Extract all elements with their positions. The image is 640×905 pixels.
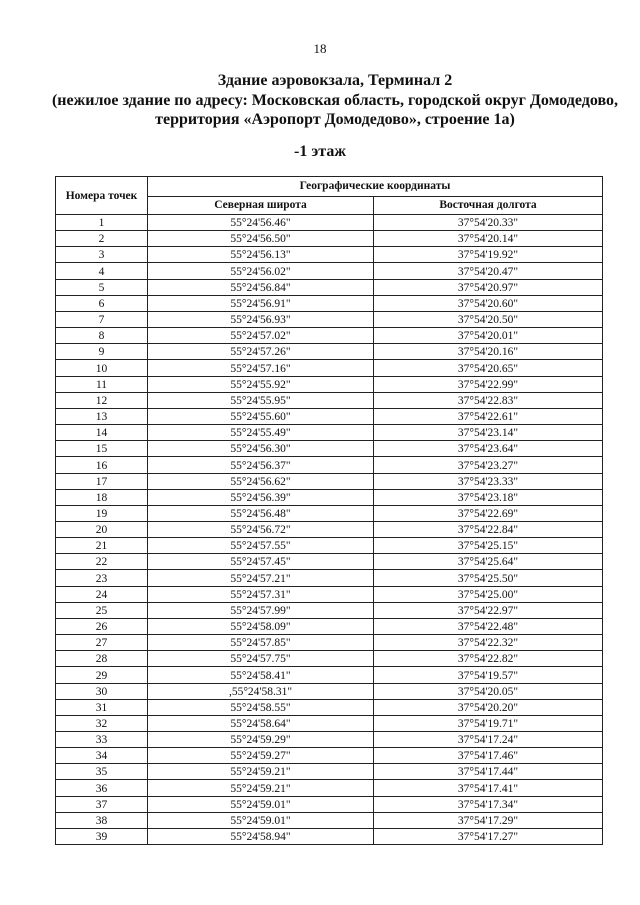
longitude-cell: 37°54'22.32" (374, 635, 603, 651)
point-number-cell: 17 (56, 473, 148, 489)
latitude-cell: 55°24'56.72" (148, 521, 374, 537)
table-row (56, 586, 603, 602)
table-row (56, 812, 603, 828)
point-number-cell: 3 (56, 247, 148, 263)
longitude-cell: 37°54'19.57" (374, 667, 603, 683)
header-geo-coordinates: Географические координаты (148, 177, 603, 197)
latitude-cell: 55°24'55.95" (148, 392, 374, 408)
longitude-cell: 37°54'20.33" (374, 215, 603, 231)
latitude-cell: 55°24'59.21" (148, 764, 374, 780)
latitude-cell: 55°24'58.55" (148, 699, 374, 715)
table-row (56, 699, 603, 715)
table-row (56, 392, 603, 408)
header-point-numbers: Номера точек (56, 177, 148, 215)
longitude-cell: 37°54'22.83" (374, 392, 603, 408)
latitude-cell: 55°24'57.16" (148, 360, 374, 376)
table-row (56, 215, 603, 231)
point-number-cell: 16 (56, 457, 148, 473)
table-row (56, 618, 603, 634)
title-line-2: (нежилое здание по адресу: Московская область, городской округ Домодедово, (51, 91, 619, 109)
longitude-cell: 37°54'17.41" (374, 780, 603, 796)
point-number-cell: 28 (56, 651, 148, 667)
latitude-cell: 55°24'56.39" (148, 489, 374, 505)
table-row (56, 279, 603, 295)
table-row (56, 295, 603, 311)
latitude-cell: 55°24'59.27" (148, 748, 374, 764)
latitude-cell: 55°24'56.48" (148, 505, 374, 521)
point-number-cell: 6 (56, 295, 148, 311)
coordinates-table (55, 176, 603, 845)
latitude-cell: 55°24'56.30" (148, 441, 374, 457)
latitude-cell: 55°24'58.64" (148, 715, 374, 731)
point-number-cell: 21 (56, 538, 148, 554)
point-number-cell: 7 (56, 311, 148, 327)
table-row (56, 408, 603, 424)
point-number-cell: 34 (56, 748, 148, 764)
latitude-cell: 55°24'57.55" (148, 538, 374, 554)
longitude-cell: 37°54'23.18" (374, 489, 603, 505)
document-title (30, 71, 640, 130)
longitude-cell: 37°54'22.69" (374, 505, 603, 521)
table-row (56, 521, 603, 537)
point-number-cell: 9 (56, 344, 148, 360)
latitude-cell: 55°24'57.99" (148, 602, 374, 618)
longitude-cell: 37°54'22.84" (374, 521, 603, 537)
latitude-cell: 55°24'55.49" (148, 425, 374, 441)
latitude-cell: 55°24'56.93" (148, 311, 374, 327)
table-row (56, 732, 603, 748)
point-number-cell: 12 (56, 392, 148, 408)
table-row (56, 554, 603, 570)
longitude-cell: 37°54'23.33" (374, 473, 603, 489)
longitude-cell: 37°54'23.14" (374, 425, 603, 441)
longitude-cell: 37°54'17.24" (374, 732, 603, 748)
longitude-cell: 37°54'22.82" (374, 651, 603, 667)
longitude-cell: 37°54'25.64" (374, 554, 603, 570)
point-number-cell: 26 (56, 618, 148, 634)
point-number-cell: 29 (56, 667, 148, 683)
table-row (56, 311, 603, 327)
table-row (56, 376, 603, 392)
longitude-cell: 37°54'20.16" (374, 344, 603, 360)
latitude-cell: 55°24'57.26" (148, 344, 374, 360)
point-number-cell: 27 (56, 635, 148, 651)
longitude-cell: 37°54'20.20" (374, 699, 603, 715)
point-number-cell: 37 (56, 796, 148, 812)
point-number-cell: 13 (56, 408, 148, 424)
latitude-cell: 55°24'56.50" (148, 231, 374, 247)
longitude-cell: 37°54'17.44" (374, 764, 603, 780)
point-number-cell: 25 (56, 602, 148, 618)
latitude-cell: ,55°24'58.31" (148, 683, 374, 699)
table-row (56, 780, 603, 796)
floor-heading: -1 этаж (294, 143, 346, 160)
latitude-cell: 55°24'57.75" (148, 651, 374, 667)
longitude-cell: 37°54'17.46" (374, 748, 603, 764)
coordinates-table-body (56, 215, 603, 845)
latitude-cell: 55°24'56.84" (148, 279, 374, 295)
point-number-cell: 23 (56, 570, 148, 586)
longitude-cell: 37°54'20.14" (374, 231, 603, 247)
longitude-cell: 37°54'20.01" (374, 328, 603, 344)
latitude-cell: 55°24'58.41" (148, 667, 374, 683)
table-row (56, 457, 603, 473)
point-number-cell: 2 (56, 231, 148, 247)
latitude-cell: 55°24'57.02" (148, 328, 374, 344)
longitude-cell: 37°54'20.50" (374, 311, 603, 327)
point-number-cell: 19 (56, 505, 148, 521)
title-line-3: территория «Аэропорт Домодедово», строение 1а) (155, 111, 515, 128)
longitude-cell: 37°54'19.92" (374, 247, 603, 263)
table-row (56, 441, 603, 457)
longitude-cell: 37°54'22.48" (374, 618, 603, 634)
point-number-cell: 10 (56, 360, 148, 376)
table-row (56, 683, 603, 699)
longitude-cell: 37°54'23.27" (374, 457, 603, 473)
latitude-cell: 55°24'57.45" (148, 554, 374, 570)
point-number-cell: 24 (56, 586, 148, 602)
table-row (56, 635, 603, 651)
table-row (56, 360, 603, 376)
table-row (56, 344, 603, 360)
point-number-cell: 22 (56, 554, 148, 570)
longitude-cell: 37°54'25.15" (374, 538, 603, 554)
latitude-cell: 55°24'56.91" (148, 295, 374, 311)
table-row (56, 247, 603, 263)
longitude-cell: 37°54'20.47" (374, 263, 603, 279)
point-number-cell: 31 (56, 699, 148, 715)
table-row (56, 328, 603, 344)
point-number-cell: 15 (56, 441, 148, 457)
point-number-cell: 1 (56, 215, 148, 231)
latitude-cell: 55°24'56.62" (148, 473, 374, 489)
point-number-cell: 33 (56, 732, 148, 748)
table-row (56, 425, 603, 441)
longitude-cell: 37°54'19.71" (374, 715, 603, 731)
title-line-1: Здание аэровокзала, Терминал 2 (217, 72, 453, 89)
latitude-cell: 55°24'55.92" (148, 376, 374, 392)
latitude-cell: 55°24'56.37" (148, 457, 374, 473)
latitude-cell: 55°24'58.09" (148, 618, 374, 634)
latitude-cell: 55°24'59.29" (148, 732, 374, 748)
table-row (56, 505, 603, 521)
table-row (56, 473, 603, 489)
latitude-cell: 55°24'56.02" (148, 263, 374, 279)
point-number-cell: 8 (56, 328, 148, 344)
point-number-cell: 39 (56, 828, 148, 844)
latitude-cell: 55°24'57.21" (148, 570, 374, 586)
longitude-cell: 37°54'17.34" (374, 796, 603, 812)
longitude-cell: 37°54'22.61" (374, 408, 603, 424)
latitude-cell: 55°24'57.85" (148, 635, 374, 651)
table-row (56, 263, 603, 279)
longitude-cell: 37°54'17.29" (374, 812, 603, 828)
page-number: 18 (313, 41, 327, 56)
latitude-cell: 55°24'56.46" (148, 215, 374, 231)
latitude-cell: 55°24'59.21" (148, 780, 374, 796)
table-row (56, 828, 603, 844)
point-number-cell: 36 (56, 780, 148, 796)
table-row (56, 538, 603, 554)
point-number-cell: 14 (56, 425, 148, 441)
point-number-cell: 38 (56, 812, 148, 828)
longitude-cell: 37°54'25.50" (374, 570, 603, 586)
table-row (56, 748, 603, 764)
longitude-cell: 37°54'23.64" (374, 441, 603, 457)
latitude-cell: 55°24'58.94" (148, 828, 374, 844)
table-row (56, 651, 603, 667)
table-row (56, 667, 603, 683)
longitude-cell: 37°54'22.99" (374, 376, 603, 392)
point-number-cell: 32 (56, 715, 148, 731)
longitude-cell: 37°54'17.27" (374, 828, 603, 844)
longitude-cell: 37°54'20.65" (374, 360, 603, 376)
table-row (56, 231, 603, 247)
point-number-cell: 20 (56, 521, 148, 537)
table-row (56, 570, 603, 586)
table-row (56, 489, 603, 505)
latitude-cell: 55°24'56.13" (148, 247, 374, 263)
latitude-cell: 55°24'57.31" (148, 586, 374, 602)
latitude-cell: 55°24'55.60" (148, 408, 374, 424)
longitude-cell: 37°54'20.97" (374, 279, 603, 295)
table-row (56, 764, 603, 780)
table-row (56, 715, 603, 731)
point-number-cell: 35 (56, 764, 148, 780)
point-number-cell: 5 (56, 279, 148, 295)
table-row (56, 796, 603, 812)
point-number-cell: 4 (56, 263, 148, 279)
point-number-cell: 30 (56, 683, 148, 699)
longitude-cell: 37°54'20.05" (374, 683, 603, 699)
latitude-cell: 55°24'59.01" (148, 812, 374, 828)
longitude-cell: 37°54'22.97" (374, 602, 603, 618)
longitude-cell: 37°54'25.00" (374, 586, 603, 602)
header-east-longitude: Восточная долгота (374, 196, 603, 215)
point-number-cell: 18 (56, 489, 148, 505)
longitude-cell: 37°54'20.60" (374, 295, 603, 311)
header-north-latitude: Северная широта (148, 196, 374, 215)
latitude-cell: 55°24'59.01" (148, 796, 374, 812)
point-number-cell: 11 (56, 376, 148, 392)
table-row (56, 602, 603, 618)
